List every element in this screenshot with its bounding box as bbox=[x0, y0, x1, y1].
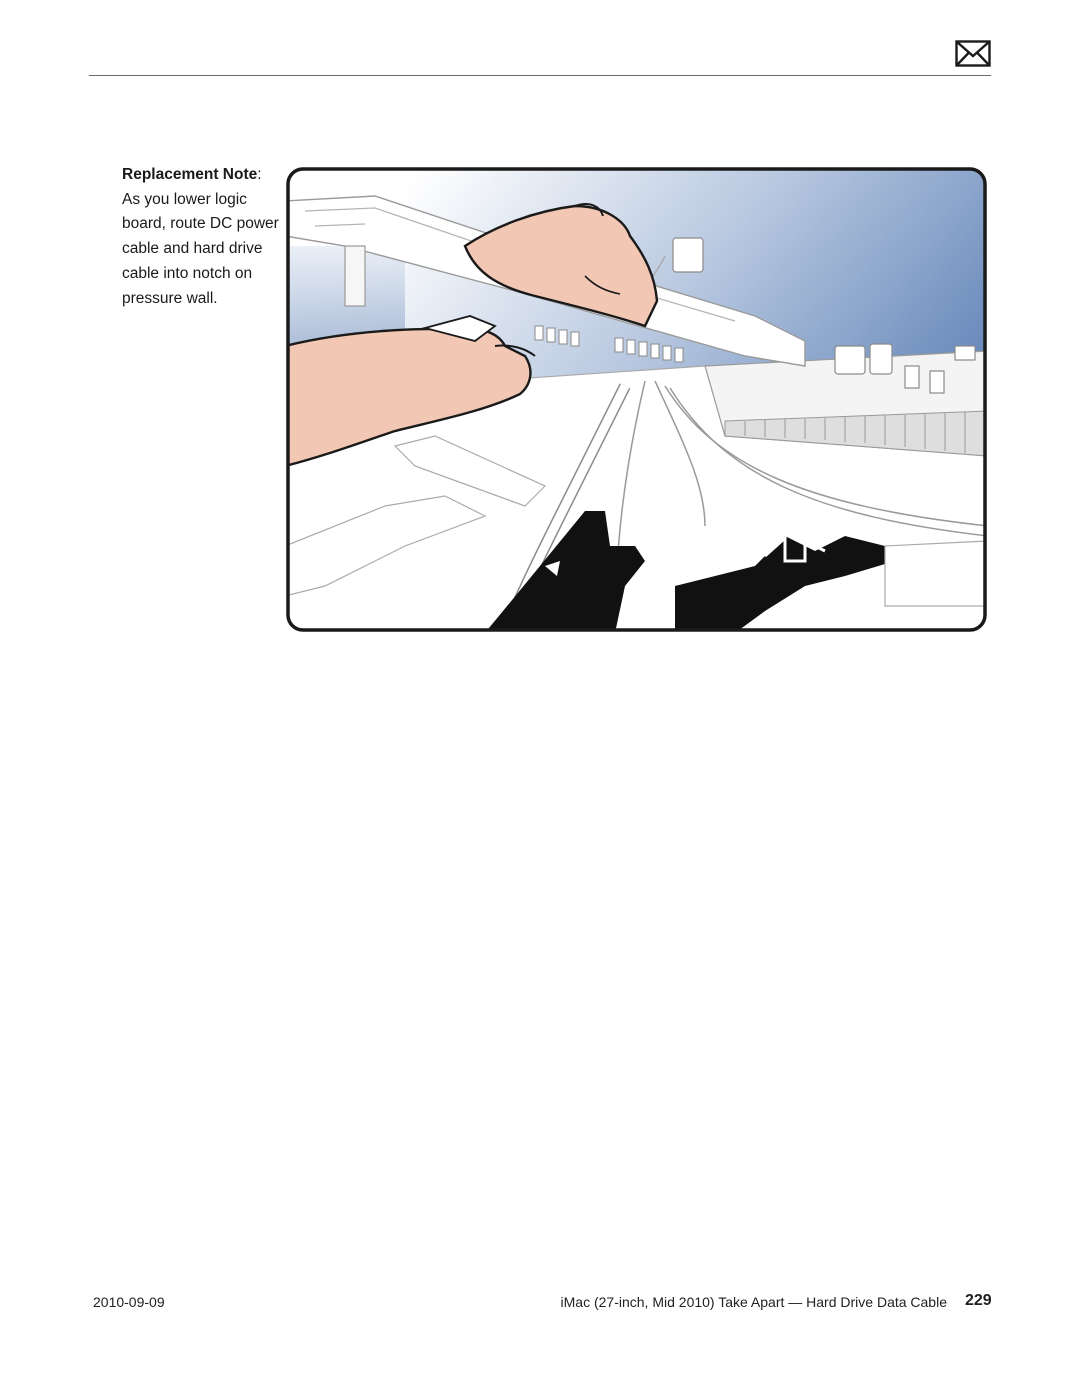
note-title-suffix: : bbox=[257, 166, 262, 183]
illustration-artwork bbox=[285, 166, 988, 633]
page-number: 229 bbox=[965, 1292, 992, 1309]
envelope-icon[interactable] bbox=[955, 40, 991, 67]
figure-illustration bbox=[285, 166, 988, 633]
header-rule bbox=[89, 75, 991, 76]
note-body: As you lower logic board, route DC power cable and hard drive cable into notch on pressure wall. bbox=[122, 190, 279, 307]
replacement-note bbox=[122, 163, 284, 311]
note-title: Replacement Note bbox=[122, 166, 258, 183]
footer-title: iMac (27-inch, Mid 2010) Take Apart — Hard Drive Data Cable bbox=[560, 1294, 947, 1310]
footer-date: 2010-09-09 bbox=[93, 1294, 165, 1310]
